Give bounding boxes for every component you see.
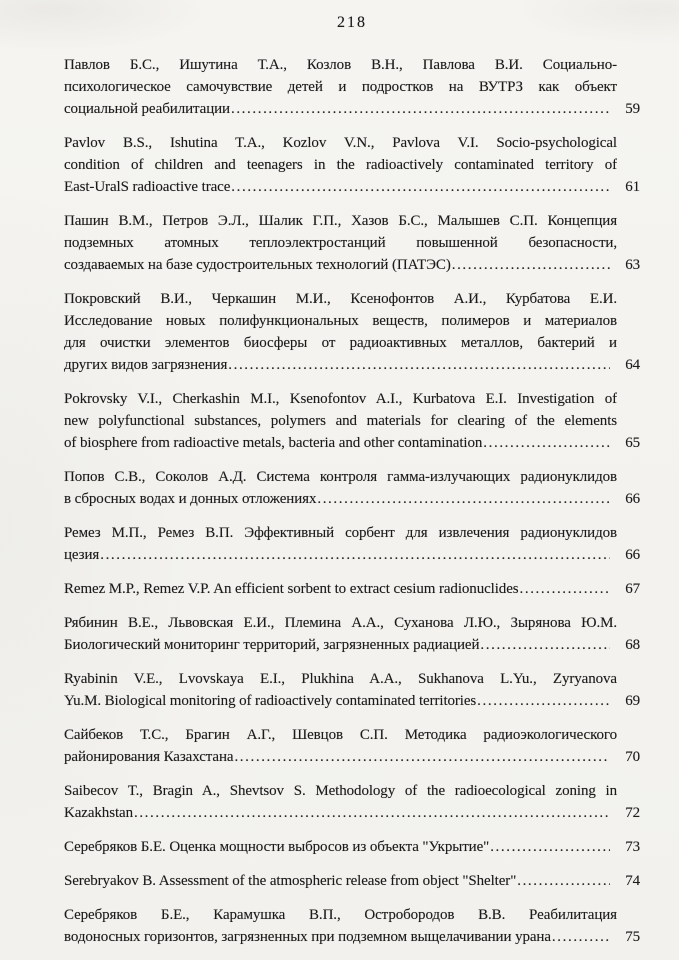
toc-entry-line: Исследование новых полифункциональных веществ, полимеров и материалов: [64, 313, 617, 329]
toc-entry-last-line: [64, 746, 640, 768]
toc-entry-last-line: [64, 98, 640, 120]
toc-entry: [64, 388, 640, 454]
toc-entry-last-line: [64, 802, 640, 824]
toc-entry-text: создаваемых на базе судостроительных технологий (ПАТЭС): [64, 257, 451, 273]
toc-page-ref: 70: [625, 749, 640, 765]
toc-entry: [64, 724, 640, 768]
toc-entry: [64, 578, 640, 600]
toc-page-ref: 75: [625, 929, 640, 945]
dot-leader: [234, 746, 610, 768]
toc-entry: [64, 870, 640, 892]
toc-entry-line: Павлов Б.С., Ишутина Т.А., Козлов В.Н., Павлова В.И. Социально-: [64, 57, 617, 73]
toc-entry-line: Серебряков Б.Е., Карамушка В.П., Остробородов В.В. Реабилитация: [64, 907, 617, 923]
toc-entry-line: condition of children and teenagers in the radioactively contaminated territory of: [64, 157, 617, 173]
toc-entry-last-line: [64, 634, 640, 656]
toc-entry-line: new polyfunctional substances, polymers and materials for clearing of the elements: [64, 413, 617, 429]
toc-page-ref: 67: [625, 581, 640, 597]
dot-leader: [517, 870, 610, 892]
toc-page-ref: 69: [625, 693, 640, 709]
toc-entry: [64, 836, 640, 858]
toc-entry-text: Remez M.P., Remez V.P. An efficient sorbent to extract cesium radionuclides: [64, 581, 519, 597]
toc-entry-text: East-UralS radioactive trace: [64, 179, 231, 195]
toc-entry-last-line: [64, 354, 640, 376]
toc-entry: [64, 904, 640, 948]
toc-entry-last-line: [64, 836, 640, 858]
toc-entry-last-line: [64, 176, 640, 198]
toc-entry: [64, 668, 640, 712]
toc-entry-text: цезия: [64, 547, 100, 563]
toc-entry-line: Pavlov B.S., Ishutina T.A., Kozlov V.N., Pavlova V.I. Socio-psychological: [64, 135, 617, 151]
toc-page-ref: 74: [625, 873, 640, 889]
toc-entry-line: для очистки элементов биосферы от радиоактивных металлов, бактерий и: [64, 335, 617, 351]
toc-page-ref: 65: [625, 435, 640, 451]
toc-page-ref: 64: [625, 357, 640, 373]
toc-entry-last-line: [64, 870, 640, 892]
toc-entry-line: Рябинин В.Е., Львовская Е.И., Племина А.А., Суханова Л.Ю., Зырянова Ю.М.: [64, 615, 617, 631]
dot-leader: [317, 488, 610, 510]
toc-entry-last-line: [64, 926, 640, 948]
toc-entry-line: Попов С.В., Соколов А.Д. Система контроля гамма-излучающих радионуклидов: [64, 469, 617, 485]
toc-entry-text: в сбросных водах и донных отложениях: [64, 491, 317, 507]
toc-page-ref: 73: [625, 839, 640, 855]
dot-leader: [520, 578, 611, 600]
dot-leader: [231, 98, 610, 120]
toc-entry-text: of biosphere from radioactive metals, bacteria and other contamination: [64, 435, 483, 451]
toc-entry-last-line: [64, 690, 640, 712]
toc-entry-line: Пашин В.М., Петров Э.Л., Шалик Г.П., Хазов Б.С., Малышев С.П. Концепция: [64, 213, 617, 229]
toc-entry-text: водоносных горизонтов, загрязненных при подземном выщелачивании урана: [64, 929, 551, 945]
toc-page-ref: 61: [625, 179, 640, 195]
toc-entry-line: Ремез М.П., Ремез В.П. Эффективный сорбент для извлечения радионуклидов: [64, 525, 617, 541]
toc-page-ref: 66: [625, 491, 640, 507]
toc-entry-text: Серебряков Б.Е. Оценка мощности выбросов из объекта "Укрытие": [64, 839, 490, 855]
toc-list: [64, 54, 640, 948]
dot-leader: [100, 544, 610, 566]
toc-entry: [64, 522, 640, 566]
toc-entry-line: подземных атомных теплоэлектростанций повышенной безопасности,: [64, 235, 617, 251]
toc-entry: [64, 54, 640, 120]
dot-leader: [477, 690, 610, 712]
toc-entry-line: Покровский В.И., Черкашин М.И., Ксенофонтов А.И., Курбатова Е.И.: [64, 291, 617, 307]
dot-leader: [231, 176, 610, 198]
dot-leader: [480, 634, 610, 656]
toc-entry-text: Yu.M. Biological monitoring of radioactively contaminated territories: [64, 693, 477, 709]
toc-entry-last-line: [64, 254, 640, 276]
dot-leader: [134, 802, 610, 824]
toc-entry-line: Сайбеков Т.С., Брагин А.Г., Шевцов С.П. Методика радиоэкологического: [64, 727, 617, 743]
toc-entry-text: Kazakhstan: [64, 805, 133, 821]
toc-entry-text: Биологический мониторинг территорий, загрязненных радиацией: [64, 637, 480, 653]
toc-entry-line: Ryabinin V.E., Lvovskaya E.I., Plukhina A.A., Sukhanova L.Yu., Zyryanova: [64, 671, 617, 687]
toc-entry-last-line: [64, 544, 640, 566]
toc-entry-text: социальной реабилитации: [64, 101, 230, 117]
toc-entry-last-line: [64, 432, 640, 454]
toc-page-ref: 72: [625, 805, 640, 821]
dot-leader: [452, 254, 610, 276]
page-number-header: 218: [337, 14, 367, 31]
toc-entry: [64, 132, 640, 198]
toc-page-ref: 63: [625, 257, 640, 273]
toc-page-ref: 68: [625, 637, 640, 653]
toc-entry-last-line: [64, 488, 640, 510]
toc-page-ref: 66: [625, 547, 640, 563]
toc-entry-text: других видов загрязнения: [64, 357, 228, 373]
toc-entry: [64, 612, 640, 656]
dot-leader: [552, 926, 610, 948]
toc-entry-line: психологическое самочувствие детей и подростков на ВУТРЗ как объект: [64, 79, 617, 95]
toc-entry: [64, 780, 640, 824]
toc-entry-line: Pokrovsky V.I., Cherkashin M.I., Ksenofontov A.I., Kurbatova E.I. Investigation of: [64, 391, 617, 407]
toc-entry-line: Saibecov T., Bragin A., Shevtsov S. Methodology of the radioecological zoning in: [64, 783, 617, 799]
dot-leader: [483, 432, 610, 454]
dot-leader: [228, 354, 610, 376]
toc-entry-last-line: [64, 578, 640, 600]
toc-entry: [64, 288, 640, 376]
toc-page-ref: 59: [625, 101, 640, 117]
toc-entry: [64, 466, 640, 510]
dot-leader: [490, 836, 610, 858]
toc-entry-text: районирования Казахстана: [64, 749, 234, 765]
toc-entry: [64, 210, 640, 276]
toc-entry-text: Serebryakov B. Assessment of the atmospheric release from object "Shelter": [64, 873, 517, 889]
